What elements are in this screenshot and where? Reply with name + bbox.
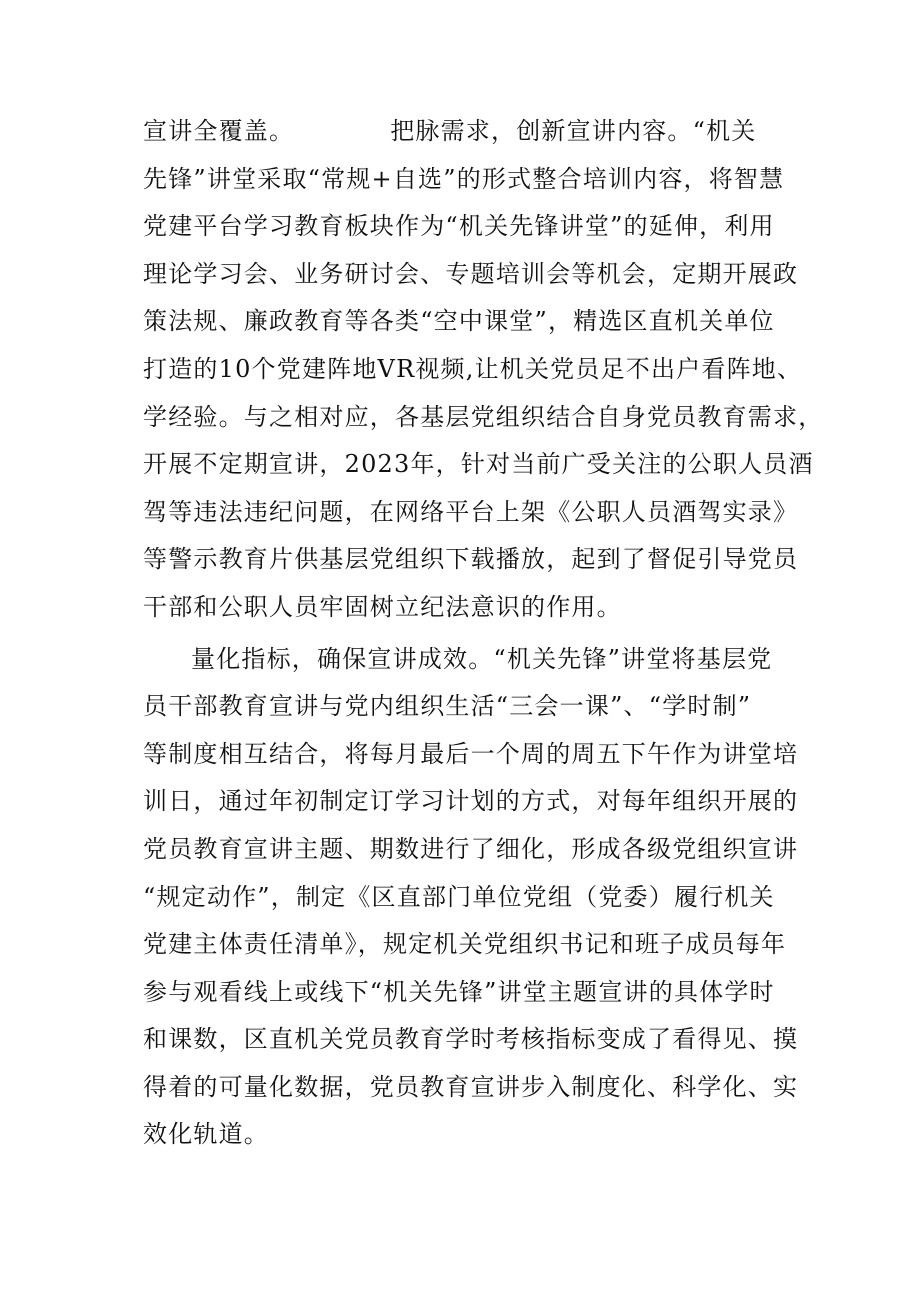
paragraph-1-line: 干部和公职人员牢固树立纪法意识的作用。 <box>143 592 622 621</box>
paragraph-2-line: “规定动作”，制定《区直部门单位党组（党委）履行机关 <box>143 882 775 911</box>
paragraph-1-line: 学经验。与之相对应，各基层党组织结合自身党员教育需求， <box>143 402 824 431</box>
paragraph-2-line: 训日，通过年初制定订学习计划的方式，对每年组织开展的 <box>143 787 799 816</box>
paragraph-2-line: 党建主体责任清单》，规定机关党组织书记和班子成员每年 <box>143 930 787 959</box>
paragraph-2-line: 和课数，区直机关党员教育学时考核指标变成了看得见、摸 <box>143 1025 799 1054</box>
paragraph-1-line: 打造的10个党建阵地VR视频,让机关党员足不出户看阵地、 <box>143 354 803 383</box>
paragraph-1-line-1-part-a: 宣讲全覆盖。 <box>143 117 295 145</box>
paragraph-2-line: 得着的可量化数据，党员教育宣讲步入制度化、科学化、实 <box>143 1072 799 1101</box>
paragraph-2-line: 量化指标，确保宣讲成效。“机关先锋”讲堂将基层党 <box>191 644 773 673</box>
document-body <box>143 108 824 1159</box>
paragraph-2-line: 员干部教育宣讲与党内组织生活“三会一课”、“学时制” <box>143 692 752 721</box>
paragraph-1-line: 驾等违法违纪问题，在网络平台上架《公职人员酒驾实录》 <box>143 497 799 526</box>
paragraph-2-line: 参与观看线上或线下“机关先锋”讲堂主题宣讲的具体学时 <box>143 977 775 1006</box>
paragraph-1-line: 党建平台学习教育板块作为“机关先锋讲堂”的延伸，利用 <box>143 212 775 241</box>
paragraph-1-line: 等警示教育片供基层党组织下载播放，起到了督促引导党员 <box>143 545 799 574</box>
paragraph-2-line: 等制度相互结合，将每月最后一个周的周五下午作为讲堂培 <box>143 739 799 768</box>
paragraph-1-line: 先锋”讲堂采取“常规+自选”的形式整合培训内容，将智慧 <box>143 164 785 193</box>
paragraph-1-line-1-part-b: 把脉需求，创新宣讲内容。“机关 <box>390 117 757 145</box>
paragraph-1-line-1 <box>143 108 803 156</box>
paragraph-1-line: 策法规、廉政教育等各类“空中课堂”，精选区直机关单位 <box>143 307 775 336</box>
paragraph-1-line: 开展不定期宣讲，2023年，针对当前广受关注的公职人员酒 <box>143 450 814 479</box>
paragraph-1-line: 理论学习会、业务研讨会、专题培训会等机会，定期开展政 <box>143 259 799 288</box>
paragraph-2-line: 效化轨道。 <box>143 1120 269 1149</box>
paragraph-2-line: 党员教育宣讲主题、期数进行了细化，形成各级党组织宣讲 <box>143 834 799 863</box>
